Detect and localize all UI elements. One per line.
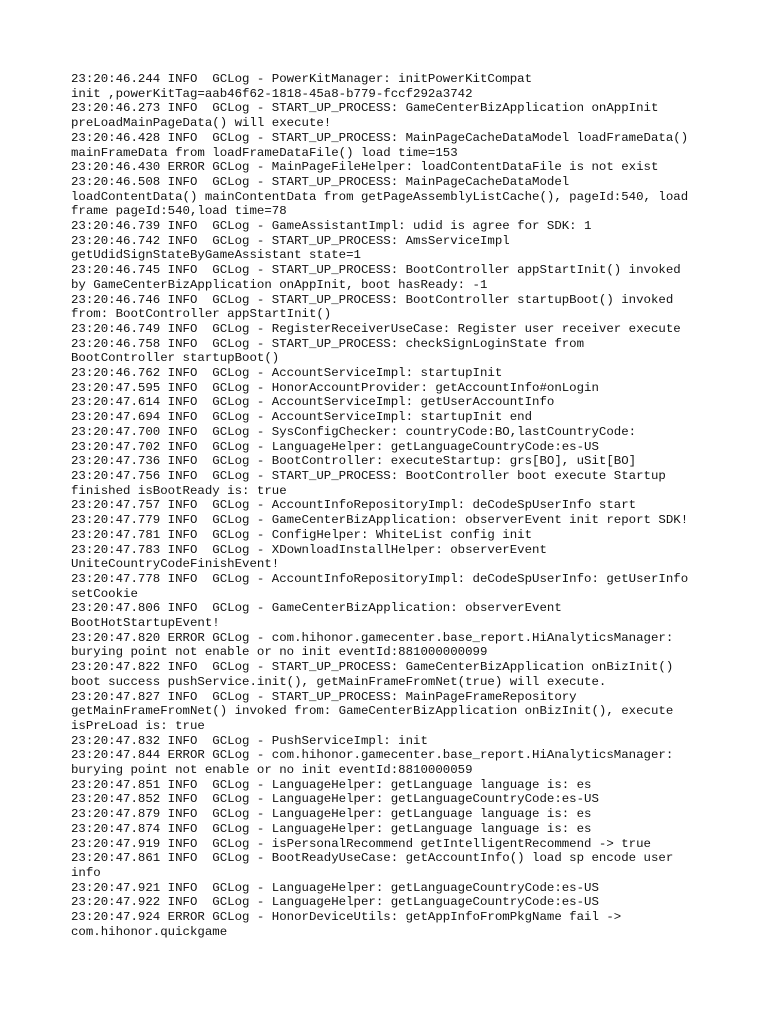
log-line: 23:20:47.756 INFO GCLog - START_UP_PROCESS: BootController boot execute Startup bbox=[71, 468, 666, 483]
log-line: 23:20:47.919 INFO GCLog - isPersonalRecommend getIntelligentRecommend -> true bbox=[71, 836, 651, 851]
log-line: init ,powerKitTag=aab46f62-1818-45a8-b779-fccf292a3742 bbox=[71, 86, 473, 101]
log-line: 23:20:47.757 INFO GCLog - AccountInfoRepositoryImpl: deCodeSpUserInfo start bbox=[71, 498, 637, 513]
log-line: 23:20:46.430 ERROR GCLog - MainPageFileHelper: loadContentDataFile is not exist bbox=[71, 160, 659, 175]
log-line: 23:20:46.742 INFO GCLog - START_UP_PROCESS: AmsServiceImpl bbox=[71, 233, 510, 248]
log-line: 23:20:47.861 INFO GCLog - BootReadyUseCase: getAccountInfo() load sp encode user bbox=[71, 851, 674, 866]
log-line: 23:20:47.595 INFO GCLog - HonorAccountProvider: getAccountInfo#onLogin bbox=[71, 380, 599, 395]
log-line: 23:20:47.783 INFO GCLog - XDownloadInstallHelper: observerEvent bbox=[71, 542, 547, 557]
log-line: 23:20:47.852 INFO GCLog - LanguageHelper: getLanguageCountryCode:es-US bbox=[71, 792, 599, 807]
log-line: 23:20:47.806 INFO GCLog - GameCenterBizApplication: observerEvent bbox=[71, 601, 562, 616]
log-line: 23:20:46.746 INFO GCLog - START_UP_PROCESS: BootController startupBoot() invoked bbox=[71, 292, 674, 307]
log-line: boot success pushService.init(), getMainFrameFromNet(true) will execute. bbox=[71, 674, 607, 689]
log-line: getMainFrameFromNet() invoked from: GameCenterBizApplication onBizInit(), execute bbox=[71, 704, 674, 719]
log-line: 23:20:47.851 INFO GCLog - LanguageHelper: getLanguage language is: es bbox=[71, 777, 592, 792]
log-line: 23:20:46.508 INFO GCLog - START_UP_PROCESS: MainPageCacheDataModel bbox=[71, 174, 570, 189]
log-line: com.hihonor.quickgame bbox=[71, 924, 228, 939]
log-line: from: BootController appStartInit() bbox=[71, 307, 332, 322]
log-line: 23:20:47.614 INFO GCLog - AccountServiceImpl: getUserAccountInfo bbox=[71, 395, 555, 410]
log-line: 23:20:47.832 INFO GCLog - PushServiceImpl: init bbox=[71, 733, 428, 748]
log-line: finished isBootReady is: true bbox=[71, 483, 287, 498]
log-line: getUdidSignStateByGameAssistant state=1 bbox=[71, 248, 361, 263]
log-line: 23:20:46.745 INFO GCLog - START_UP_PROCESS: BootController appStartInit() invoked bbox=[71, 263, 681, 278]
log-line: by GameCenterBizApplication onAppInit, boot hasReady: -1 bbox=[71, 277, 488, 292]
log-line: 23:20:47.736 INFO GCLog - BootController: executeStartup: grs[BO], uSit[BO] bbox=[71, 454, 637, 469]
log-line: 23:20:47.844 ERROR GCLog - com.hihonor.gamecenter.base_report.HiAnalyticsManager: bbox=[71, 748, 674, 763]
log-line: 23:20:47.822 INFO GCLog - START_UP_PROCESS: GameCenterBizApplication onBizInit() bbox=[71, 660, 674, 675]
log-output bbox=[71, 72, 701, 939]
log-line: 23:20:47.879 INFO GCLog - LanguageHelper: getLanguage language is: es bbox=[71, 807, 592, 822]
log-line: preLoadMainPageData() will execute! bbox=[71, 116, 332, 131]
log-line: 23:20:47.694 INFO GCLog - AccountServiceImpl: startupInit end bbox=[71, 410, 533, 425]
log-line: 23:20:46.762 INFO GCLog - AccountServiceImpl: startupInit bbox=[71, 366, 503, 381]
log-line: 23:20:46.739 INFO GCLog - GameAssistantImpl: udid is agree for SDK: 1 bbox=[71, 219, 592, 234]
log-line: info bbox=[71, 865, 101, 880]
log-line: 23:20:46.244 INFO GCLog - PowerKitManager: initPowerKitCompat bbox=[71, 72, 533, 86]
log-line: 23:20:47.781 INFO GCLog - ConfigHelper: WhiteList config init bbox=[71, 527, 533, 542]
log-line: loadContentData() mainContentData from getPageAssemblyListCache(), pageId:540, load bbox=[71, 189, 689, 204]
log-line: 23:20:47.700 INFO GCLog - SysConfigChecker: countryCode:BO,lastCountryCode: bbox=[71, 424, 637, 439]
log-line: burying point not enable or no init eventId:881000000099 bbox=[71, 645, 488, 660]
log-line: 23:20:47.924 ERROR GCLog - HonorDeviceUtils: getAppInfoFromPkgName fail -> bbox=[71, 910, 622, 925]
log-line: 23:20:47.874 INFO GCLog - LanguageHelper: getLanguage language is: es bbox=[71, 821, 592, 836]
log-line: frame pageId:540,load time=78 bbox=[71, 204, 287, 219]
log-line: isPreLoad is: true bbox=[71, 718, 205, 733]
log-line: 23:20:47.921 INFO GCLog - LanguageHelper: getLanguageCountryCode:es-US bbox=[71, 880, 599, 895]
log-line: setCookie bbox=[71, 586, 138, 601]
log-line: 23:20:46.428 INFO GCLog - START_UP_PROCESS: MainPageCacheDataModel loadFrameData() bbox=[71, 130, 689, 145]
log-line: 23:20:46.749 INFO GCLog - RegisterReceiverUseCase: Register user receiver execute bbox=[71, 321, 681, 336]
log-line: 23:20:46.273 INFO GCLog - START_UP_PROCESS: GameCenterBizApplication onAppInit bbox=[71, 101, 659, 116]
log-line: 23:20:47.820 ERROR GCLog - com.hihonor.gamecenter.base_report.HiAnalyticsManager: bbox=[71, 630, 674, 645]
log-line: 23:20:47.778 INFO GCLog - AccountInfoRepositoryImpl: deCodeSpUserInfo: getUserInfo bbox=[71, 571, 689, 586]
log-line: BootHotStartupEvent! bbox=[71, 616, 220, 631]
log-line: BootController startupBoot() bbox=[71, 351, 280, 366]
log-line: 23:20:46.758 INFO GCLog - START_UP_PROCESS: checkSignLoginState from bbox=[71, 336, 585, 351]
log-line: UniteCountryCodeFinishEvent! bbox=[71, 557, 280, 572]
log-line: 23:20:47.702 INFO GCLog - LanguageHelper: getLanguageCountryCode:es-US bbox=[71, 439, 599, 454]
log-line: 23:20:47.779 INFO GCLog - GameCenterBizApplication: observerEvent init report SDK! bbox=[71, 513, 689, 528]
log-line: 23:20:47.827 INFO GCLog - START_UP_PROCESS: MainPageFrameRepository bbox=[71, 689, 577, 704]
log-line: burying point not enable or no init eventId:8810000059 bbox=[71, 763, 473, 778]
log-line: 23:20:47.922 INFO GCLog - LanguageHelper: getLanguageCountryCode:es-US bbox=[71, 895, 599, 910]
log-line: mainFrameData from loadFrameDataFile() load time=153 bbox=[71, 145, 458, 160]
